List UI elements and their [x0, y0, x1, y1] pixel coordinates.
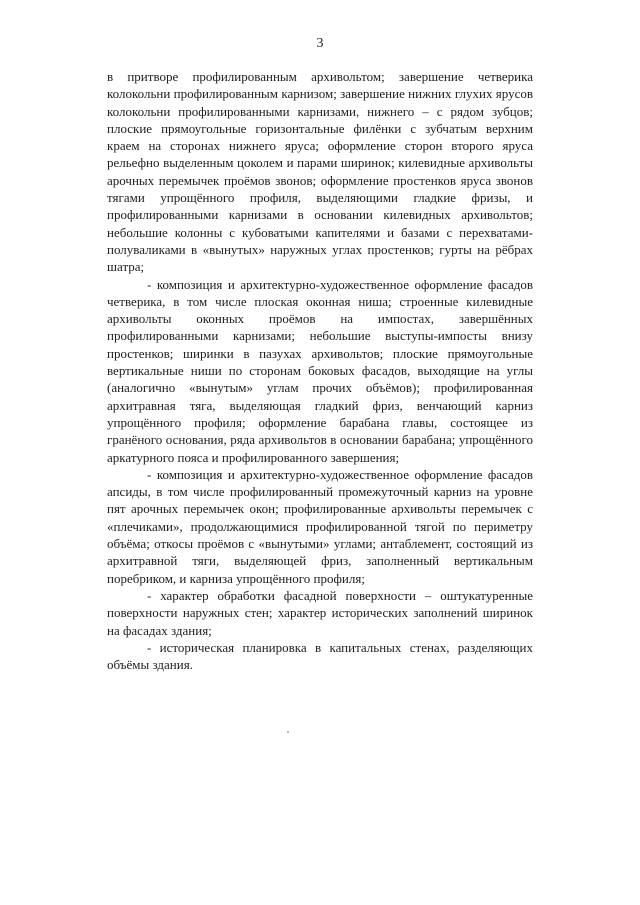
paragraph-chetverik-facades: - композиция и архитектурно-художественное оформление фасадов четверика, в том числе плоская оконная ниша; строенные килевидные архивольты оконных проёмов на импостах, завершённых профилированными карнизами; небольшие выступы-импосты внизу простенков; ширинки в пазухах архивольтов; плоские прямоугольные вертикальные ниши по сторонам боковых фасадов, выходящие на углы (аналогично «вынутым» углам прочих объёмов); профилированная архитравная тяга, выделяющая гладкий фриз, венчающий карниз упрощённого профиля; оформление барабана главы, состоящее из гранёного основания, ряда архивольтов в основании барабана; упрощённого аркатурного пояса и профилированного завершения; — [107, 276, 533, 465]
scan-speck — [287, 731, 289, 733]
paragraph-continuation: в притворе профилированным архивольтом; завершение четверика колокольни профилированным карнизом; завершение нижних глухих ярусов колокольни профилированными карнизами, нижнего – с рядом зубцов; плоские прямоугольные горизонтальные филёнки с зубчатым верхним краем на сторонах нижнего яруса; оформление сторон второго яруса рельефно выделенным цоколем и парами ширинок; килевидные архивольты арочных перемычек проёмов звонов; оформление простенков яруса звонов тягами упрощённого профиля, выделяющими гладкие фризы, и профилированными карнизами в основании килевидных архивольтов; небольшие колонны с кубоватыми капителями и базами с перехватами-полуваликами в «вынутых» наружных углах простенков; гурты на рёбрах шатра; — [107, 69, 533, 275]
paragraph-facade-surface: - характер обработки фасадной поверхности – оштукатуренные поверхности наружных стен; характер исторических заполнений ширинок на фасадах здания; — [107, 587, 533, 638]
paragraph-apse-facades: - композиция и архитектурно-художественное оформление фасадов апсиды, в том числе профилированный промежуточный карниз на уровне пят арочных перемычек окон; профилированные архивольты перемычек с «плечиками», продолжающимися профилированной тягой по периметру объёма; откосы проёмов с «вынутыми» углами; антаблемент, состоящий из архитравной тяги, выделяющей фриз, заполненный вертикальным поребриком, и карниза упрощённого профиля; — [107, 466, 533, 586]
paragraph-historic-layout: - историческая планировка в капитальных стенах, разделяющих объёмы здания. — [107, 639, 533, 673]
document-body — [107, 68, 533, 673]
page-number: 3 — [316, 36, 324, 51]
